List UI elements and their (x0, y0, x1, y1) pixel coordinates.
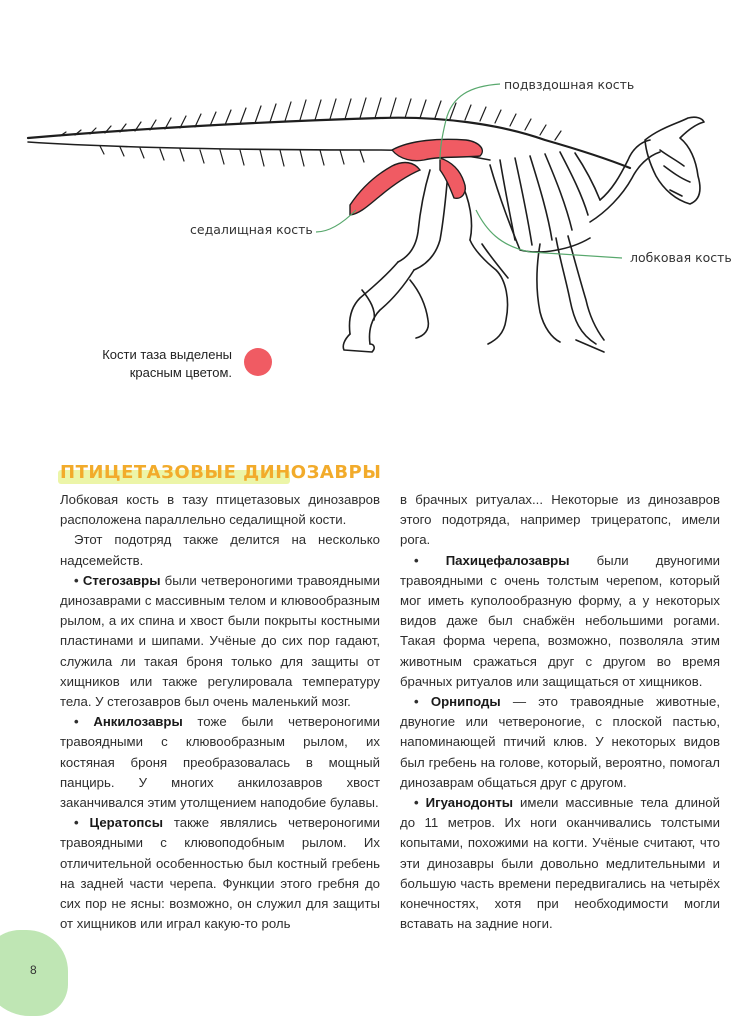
label-ilium: подвздошная кость (504, 77, 635, 92)
left-column (60, 490, 380, 934)
term-stegosaurs: Стегозавры (82, 572, 161, 588)
label-ischium: седалищная кость (190, 222, 313, 237)
legend-red-dot (244, 348, 272, 376)
stegosaurs-text: были четвероногими травоядными динозаврами с массивным телом и клювообразным рылом, а их спина и хвост были покрыты костными пластинами и шипами. Учёные до сих пор гадают, служила ли такая броня только для защиты от хищников или также регулировала температуру тела. У стегозавров был очень маленький мозг. (60, 572, 380, 710)
bullet-icon: • (74, 815, 90, 831)
intro-paragraph: Лобковая кость в тазу птицетазовых динозавров расположена параллельно седалищной кости. (60, 492, 380, 528)
right-column (400, 490, 720, 934)
continuation-paragraph: в брачных ритуалах... Некоторые из динозавров этого подотряда, например трицератопс, имели рога. (400, 492, 720, 548)
bullet-icon: • (414, 694, 431, 710)
legend-line-1: Кости таза выделены (102, 347, 232, 362)
page-number: 8 (30, 963, 37, 977)
iguanodonts-text: имели массивные тела длиной до 11 метров. Их ноги оканчивались толстыми копытами, похожими на когти. Учёные считают, что эти динозавры были довольно медлительными и большую часть времени передвигались на четырёх конечностях, хотя при необходимости могли вставать на задние ноги. (400, 795, 720, 932)
bullet-icon: • (74, 572, 83, 588)
term-iguanodonts: Игуанодонты (425, 795, 514, 811)
legend-line-2: красным цветом. (129, 365, 232, 380)
dinosaur-skeleton-illustration (0, 0, 736, 400)
ornithopods-paragraph (400, 692, 720, 793)
pachycephalosaurs-text: были двуногими травоядными с очень толстым черепом, который мог иметь куполообразную форму, а у некоторых видов даже был снабжён небольшими рогами. Такая форма черепа, возможно, позволяла этим животным сражаться друг с другом во время брачных ритуалов или защищаться от хищников. (400, 552, 720, 689)
ceratopsians-text: также являлись четвероногими травоядными с клювоподобным рылом. Их отличительной особенностью был костный гребень на задней части черепа. Функции этого гребня до сих пор не ясны: возможно, он служил для защиты от хищников или играл какую-то роль (60, 815, 380, 932)
ankylosaurs-paragraph (60, 712, 380, 813)
term-ornithopods: Орниподы (430, 694, 501, 710)
pachycephalosaurs-paragraph (400, 551, 720, 692)
term-ceratopsians: Цератопсы (89, 815, 163, 831)
bullet-icon: • (414, 795, 426, 811)
stegosaurs-paragraph (60, 571, 380, 712)
subdivision-paragraph: Этот подотряд также делится на несколько надсемейств. (60, 532, 380, 568)
ankylosaurs-text: тоже были четвероногими травоядными с клювообразным рылом, их костяная броня преобразовалась в мощный панцирь. У многих анкилозавров хвост заканчивался этим утолщением наподобие булавы. (60, 714, 381, 811)
ceratopsians-paragraph (60, 813, 380, 934)
ornithopods-text: — это травоядные животные, двуногие или четвероногие, с плоской пастью, напоминающей птичий клюв. У некоторых видов был гребень на голове, который, вероятно, помогал динозаврам общаться друг с другом. (400, 694, 721, 790)
bullet-icon: • (74, 714, 94, 730)
bullet-icon: • (414, 552, 446, 568)
section-title: ПТИЦЕТАЗОВЫЕ ДИНОЗАВРЫ (60, 462, 382, 483)
term-pachycephalosaurs: Пахицефалозавры (445, 552, 570, 568)
legend-caption (60, 346, 232, 382)
label-pubis: лобковая кость (630, 250, 732, 265)
iguanodonts-paragraph (400, 793, 720, 934)
term-ankylosaurs: Анкилозавры (93, 714, 183, 730)
